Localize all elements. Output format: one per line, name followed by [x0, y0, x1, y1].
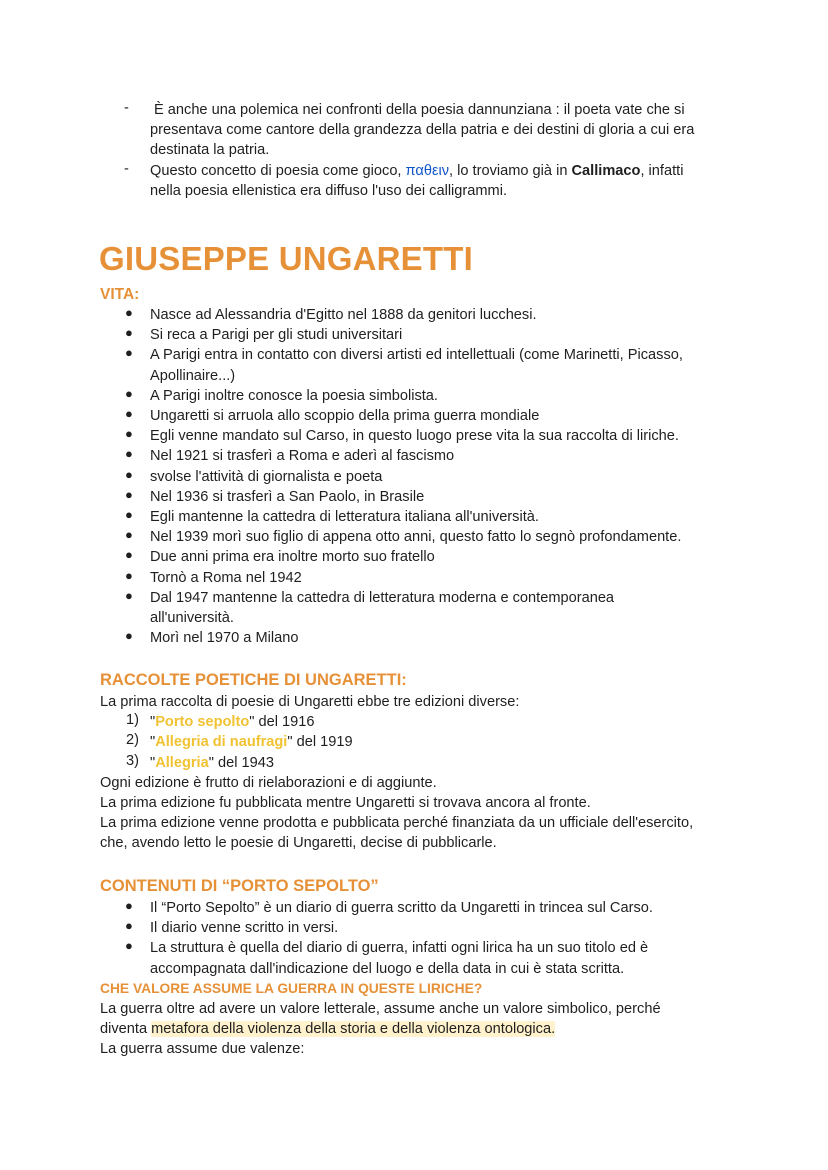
text-span: diventa: [100, 1021, 152, 1038]
text-line: Apollinaire...): [150, 367, 236, 384]
text-line: [150, 732, 740, 752]
bullet-item: [100, 487, 740, 507]
dash-item: [100, 161, 740, 201]
edition-year: del 1916: [254, 714, 315, 731]
text-line: Nasce ad Alessandria d'Egitto nel 1888 da genitori lucchesi.: [150, 307, 537, 323]
bullet-item: [100, 938, 740, 978]
text-line: Ungaretti si arruola allo scoppio della prima guerra mondiale: [150, 408, 540, 425]
bullet-marker: ●: [125, 446, 133, 462]
text-line: svolse l'attività di giornalista e poeta: [150, 468, 383, 485]
bullet-item: [100, 345, 740, 385]
paragraph-line: Ogni edizione è frutto di rielaborazioni e di aggiunte.: [100, 774, 437, 791]
bullet-marker: ●: [125, 345, 133, 361]
text-line: Dal 1947 mantenne la cattedra di letteratura moderna e contemporanea: [150, 589, 615, 606]
bullet-marker: ●: [125, 527, 133, 543]
text-line: Nel 1921 si trasferì a Roma e aderì al fascismo: [150, 448, 455, 465]
dash-item: [100, 100, 740, 161]
numbered-item: [100, 732, 740, 752]
bullet-item: [100, 305, 740, 325]
bullet-item: [100, 325, 740, 345]
text-line: destinata la patria.: [150, 142, 270, 159]
bullet-marker: ●: [125, 898, 133, 913]
bullet-marker: ●: [125, 466, 133, 482]
bullet-item: [100, 467, 740, 487]
paragraph-line: La guerra oltre ad avere un valore letterale, assume anche un valore simbolico, perché: [100, 1001, 661, 1017]
bullet-item: [100, 547, 740, 567]
quote-mark: ": [208, 754, 214, 771]
bullet-marker: ●: [125, 587, 133, 603]
text-line: [150, 161, 740, 181]
item-number: 1): [126, 712, 139, 729]
text-line: Il diario venne scritto in versi.: [150, 920, 339, 937]
paragraph-line: che, avendo letto le poesie di Ungaretti, decise di pubblicarle.: [100, 835, 497, 852]
bullet-item: [100, 898, 740, 918]
text-line: [150, 712, 740, 732]
text-line: Tornò a Roma nel 1942: [150, 569, 302, 586]
text-span: Questo concetto di poesia come gioco,: [150, 162, 406, 179]
text-line: accompagnata dall'indicazione del luogo e della data in cui è stata scritta.: [150, 960, 625, 977]
bullet-marker: ●: [125, 486, 133, 502]
quote-mark: ": [287, 734, 293, 751]
numbered-item: [100, 753, 740, 773]
bullet-item: [100, 507, 740, 527]
text-line: Morì nel 1970 a Milano: [150, 630, 299, 647]
contenuti-list: [100, 898, 740, 979]
page-title: GIUSEPPE UNGARETTI: [99, 240, 473, 277]
quote-mark: ": [150, 734, 156, 751]
intro-dash-list: [100, 100, 740, 201]
text-line: Il “Porto Sepolto” è un diario di guerra scritto da Ungaretti in trincea sul Carso.: [150, 900, 653, 916]
bullet-marker: ●: [125, 567, 133, 583]
valore-heading: CHE VALORE ASSUME LA GUERRA IN QUESTE LIRICHE?: [100, 981, 483, 996]
bullet-item: [100, 406, 740, 426]
text-line: Due anni prima era inoltre morto suo fratello: [150, 549, 435, 566]
text-line: A Parigi entra in contatto con diversi artisti ed intellettuali (come Marinetti, Picasso,: [150, 347, 683, 364]
text-span: , infatti: [640, 162, 684, 179]
bullet-marker: ●: [125, 325, 133, 341]
bullet-item: [100, 446, 740, 466]
item-number: 2): [126, 732, 139, 749]
paragraph-line: La prima edizione venne prodotta e pubblicata perché finanziata da un ufficiale dell'esercito,: [100, 815, 694, 832]
bullet-item: [100, 918, 740, 938]
greek-word: παθειν: [405, 162, 450, 179]
bullet-item: [100, 628, 740, 648]
text-line: Egli venne mandato sul Carso, in questo luogo prese vita la sua raccolta di liriche.: [150, 428, 679, 445]
bullet-item: [100, 386, 740, 406]
text-line: all'università.: [150, 610, 234, 627]
contenuti-heading: CONTENUTI DI “PORTO SEPOLTO”: [100, 877, 379, 895]
edition-title: Allegria di naufragi: [155, 734, 288, 751]
text-span: , lo troviamo già in: [449, 162, 572, 179]
raccolte-heading: RACCOLTE POETICHE DI UNGARETTI:: [100, 671, 407, 689]
bullet-item: [100, 527, 740, 547]
paragraph-line: La prima edizione fu pubblicata mentre Ungaretti si trovava ancora al fronte.: [100, 795, 591, 812]
quote-mark: ": [150, 754, 156, 771]
bullet-marker: ●: [125, 426, 133, 442]
quote-mark: ": [150, 714, 156, 731]
bullet-marker: ●: [125, 918, 133, 934]
bullet-marker: ●: [125, 406, 133, 422]
numbered-item: [100, 712, 740, 732]
bullet-item: [100, 426, 740, 446]
raccolte-section: [100, 692, 740, 854]
paragraph-line: La guerra assume due valenze:: [100, 1041, 305, 1058]
bullet-marker: ●: [125, 628, 133, 644]
bullet-item: [100, 568, 740, 588]
bullet-item: [100, 588, 740, 628]
raccolte-paragraph: [100, 773, 740, 854]
edition-year: del 1943: [213, 754, 274, 771]
quote-mark: ": [249, 714, 255, 731]
text-line: Egli mantenne la cattedra di letteratura italiana all'università.: [150, 509, 539, 526]
bullet-marker: ●: [125, 938, 133, 954]
text-line: Nel 1939 morì suo figlio di appena otto anni, questo fatto lo segnò profondamente.: [150, 529, 682, 546]
text-line: nella poesia ellenistica era diffuso l'uso dei calligrammi.: [150, 182, 508, 199]
bullet-marker: ●: [125, 305, 133, 320]
edition-year: del 1919: [292, 734, 353, 751]
text-line: presentava come cantore della grandezza della patria e dei destini di gloria a cui era: [150, 122, 695, 139]
edition-title: Porto sepolto: [155, 714, 250, 731]
dash-marker: -: [124, 100, 129, 116]
bullet-marker: ●: [125, 507, 133, 523]
text-line: Si reca a Parigi per gli studi universitari: [150, 327, 403, 344]
paragraph-line: [100, 1019, 740, 1039]
paragraph-line: La prima raccolta di poesie di Ungaretti ebbe tre edizioni diverse:: [100, 694, 520, 710]
item-number: 3): [126, 752, 139, 769]
text-line: [150, 753, 740, 773]
valore-paragraph: [100, 999, 740, 1060]
vita-heading: VITA:: [100, 286, 140, 303]
dash-marker: -: [124, 160, 129, 177]
bullet-marker: ●: [125, 385, 133, 401]
highlighted-text: metafora della violenza della storia e della violenza ontologica.: [151, 1021, 556, 1038]
vita-list: [100, 305, 740, 648]
bold-name: Callimaco: [571, 162, 641, 179]
text-line: La struttura è quella del diario di guerra, infatti ogni lirica ha un suo titolo ed è: [150, 940, 649, 957]
text-line: È anche una polemica nei confronti della poesia dannunziana : il poeta vate che si: [154, 102, 685, 118]
edition-title: Allegria: [155, 754, 209, 771]
text-line: Nel 1936 si trasferì a San Paolo, in Brasile: [150, 488, 425, 505]
editions-list: [100, 712, 740, 773]
text-line: A Parigi inoltre conosce la poesia simbolista.: [150, 387, 438, 404]
bullet-marker: ●: [125, 547, 133, 563]
